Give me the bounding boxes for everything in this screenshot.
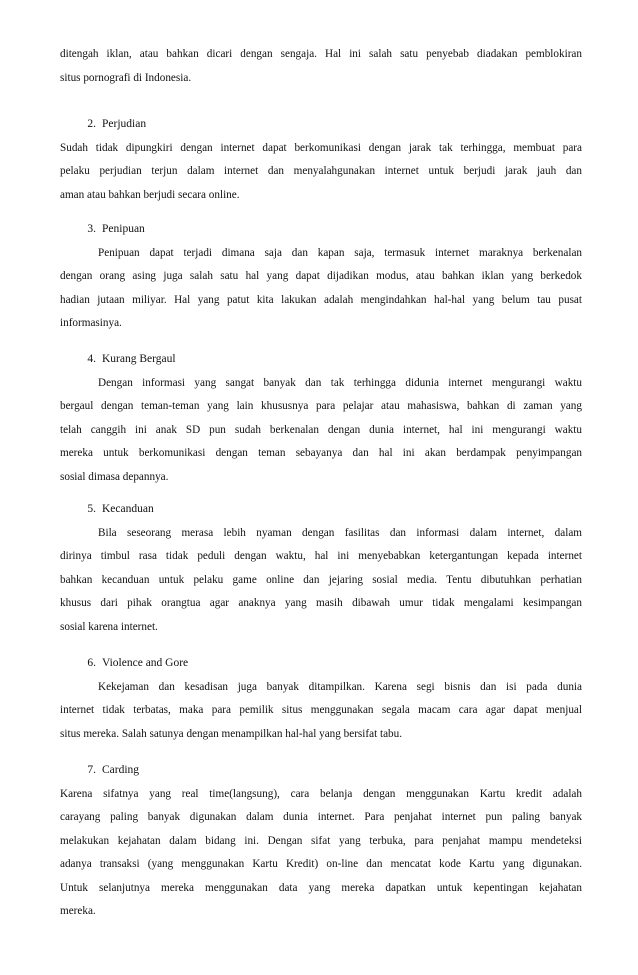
section-number: 6. [87,657,96,669]
paragraph-line: telah canggih ini anak SD pun sudah berkenalan dengan dunia internet, hal ini mengurangi waktu [60,423,582,436]
section-perjudian [60,113,582,207]
paragraph-line: carayang paling banyak digunakan dalam dunia internet. Para penjahat internet pun paling banyak [60,811,582,823]
section-violence-gore [60,652,582,746]
section-title: Penipuan [102,223,145,235]
section-heading [60,498,582,522]
section-title: Kurang Bergaul [102,353,176,365]
section-heading [60,759,582,783]
section-heading [60,652,582,676]
section-carding [60,759,582,924]
paragraph-line: aman atau bahkan berjudi secara online. [60,188,240,201]
paragraph-line: Sudah tidak dipungkiri dengan internet dapat berkomunikasi dengan jarak tak terhingga, membuat para [60,141,582,154]
paragraph-line: adanya transaksi (yang menggunakan Kartu Kredit) on-line dan mencatat kode Kartu yang digunakan. [60,858,582,870]
section-kurang-bergaul [60,348,582,489]
section-kecanduan [60,498,582,639]
intro-paragraph [60,43,582,90]
section-title: Perjudian [102,118,147,130]
section-number: 2. [87,118,96,130]
paragraph-line: hadian jutaan miliyar. Hal yang patut kita lakukan adalah mengindahkan hal-hal yang belum tau pusat [60,293,582,306]
paragraph-line: mereka untuk berkomunikasi dengan teman sebayanya dan hal ini akan berdampak penyimpangan [60,447,582,459]
paragraph-line: situs pornografi di Indonesia. [60,71,192,84]
section-number: 3. [87,223,96,235]
section-heading [60,348,582,372]
paragraph-line: ditengah iklan, atau bahkan dicari dengan sengaja. Hal ini salah satu penyebab diadakan pemblokiran [60,48,582,60]
paragraph-line: Bila seseorang merasa lebih nyaman dengan fasilitas dan informasi dalam internet, dalam [98,526,582,539]
paragraph-line: Karena sifatnya yang real time(langsung), cara belanja dengan menggunakan Kartu kredit adalah [60,787,582,800]
paragraph-line: bergaul dengan teman-teman yang lain khususnya para pelajar atau mahasiswa, bahkan di zaman yang [60,400,582,412]
paragraph-line: sosial karena internet. [60,620,158,633]
paragraph-line: Penipuan dapat terjadi dimana saja dan kapan saja, termasuk internet maraknya berkenalan [98,246,582,259]
paragraph-line: informasinya. [60,317,122,329]
paragraph-line: Untuk selanjutnya mereka menggunakan data yang mereka dapatkan untuk kepentingan kejahatan [60,881,582,894]
section-number: 7. [87,764,96,776]
paragraph-line: dirinya timbul rasa tidak peduli dengan waktu, hal ini menyebabkan ketergantungan kepada internet [60,550,582,562]
section-title: Violence and Gore [102,657,189,669]
section-number: 4. [87,353,96,365]
section-heading [60,113,582,137]
section-title: Carding [102,764,140,776]
paragraph-line: pelaku perjudian terjun dalam internet dan menyalahgunakan internet untuk berjudi jarak jauh dan [60,165,582,177]
paragraph-line: internet tidak terbatas, maka para pemilik situs menggunakan segala macam cara agar dapat menjual [60,704,582,716]
section-title: Kecanduan [102,503,154,515]
paragraph-line: situs mereka. Salah satunya dengan menampilkan hal-hal yang bersifat tabu. [60,727,403,740]
paragraph-line: mereka. [60,905,96,917]
section-number: 5. [87,503,96,515]
paragraph-line: sosial dimasa depannya. [60,470,169,483]
paragraph-line: melakukan kejahatan dalam bidang ini. Dengan sifat yang terbuka, para penjahat mampu mendeteksi [60,834,582,847]
paragraph-line: dengan orang asing juga salah satu hal yang dapat dijadikan modus, atau bahkan iklan yang berkedok [60,270,582,282]
paragraph-line: Dengan informasi yang sangat banyak dan tak terhingga didunia internet mengurangi waktu [98,376,582,389]
paragraph-line: Kekejaman dan kesadisan juga banyak ditampilkan. Karena segi bisnis dan isi pada dunia [98,680,582,693]
section-penipuan [60,218,582,336]
section-heading [60,218,582,242]
paragraph-line: khusus dari pihak orangtua agar anaknya yang masih dibawah umur tidak mengalami kesimpangan [60,597,582,609]
paragraph-line: bahkan kecanduan untuk pelaku game online dan jejaring sosial media. Tentu dibutuhkan perhatian [60,573,582,586]
